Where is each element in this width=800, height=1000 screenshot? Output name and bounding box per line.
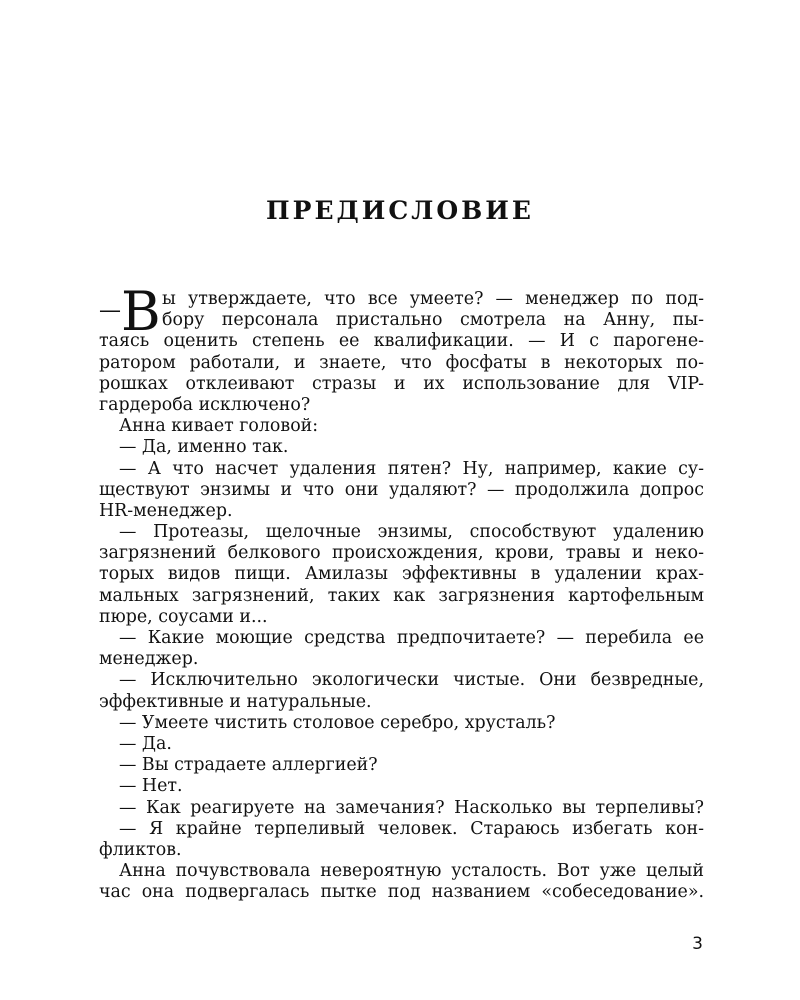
text-line: — Исключительно экологически чистые. Они безвредные, [119,670,704,691]
body-text [99,280,704,903]
text-line: HR-менеджер. [99,500,233,521]
text-line: — Нет. [119,776,183,797]
text-line: — Вы страдаете аллергией? [119,755,378,776]
text-line: фликтов. [99,839,182,860]
text-line: — Умеете чистить столовое серебро, хрусталь? [119,712,556,733]
text-line: торых видов пищи. Амилазы эффективны в удалении крах- [99,564,704,585]
text-line: таясь оценить степень ее квалификации. — И с парогене- [99,331,704,352]
text-line: — Какие моющие средства предпочитаете? — перебила ее [119,628,704,648]
text-line: мальных загрязнений, таких как загрязнения картофельным [99,585,704,606]
text-line: ы утверждаете, что все умеете? — менеджер по под- [162,289,704,309]
chapter-title: ПРЕДИСЛОВИЕ [266,196,534,225]
text-line: час она подвергалась пытке под названием «собеседование». [99,882,704,903]
text-line: менеджер. [99,649,199,670]
text-line: ществуют энзимы и что они удаляют? — продолжила допрос [99,479,704,500]
opening-dash: — [99,298,121,323]
text-line: загрязнений белкового происхождения, крови, травы и неко- [99,543,704,564]
text-line: пюре, соусами и... [99,606,268,627]
text-line: — Как реагируете на замечания? Насколько вы терпеливы? [119,797,704,818]
text-line: — Протеазы, щелочные энзимы, способствуют удалению [119,522,704,543]
text-line: ратором работали, и знаете, что фосфаты в некоторых по- [99,352,704,373]
text-line: бору персонала пристально смотрела на Анну, пы- [162,310,704,331]
text-line: гардероба исключено? [99,394,311,415]
text-line: — Да, именно так. [119,437,289,458]
page-number: 3 [692,934,703,954]
text-line: рошках отклеивают стразы и их использование для VIP- [99,373,704,394]
text-line: эффективные и натуральные. [99,691,372,712]
text-line: Анна почувствовала невероятную усталость. Вот уже целый [119,861,704,882]
text-line: Анна кивает головой: [119,416,319,437]
drop-cap: В [121,280,161,343]
text-line: — Да. [119,733,172,754]
text-line: — А что насчет удаления пятен? Ну, например, какие су- [119,458,704,479]
text-line: — Я крайне терпеливый человек. Стараюсь избегать кон- [119,818,704,839]
